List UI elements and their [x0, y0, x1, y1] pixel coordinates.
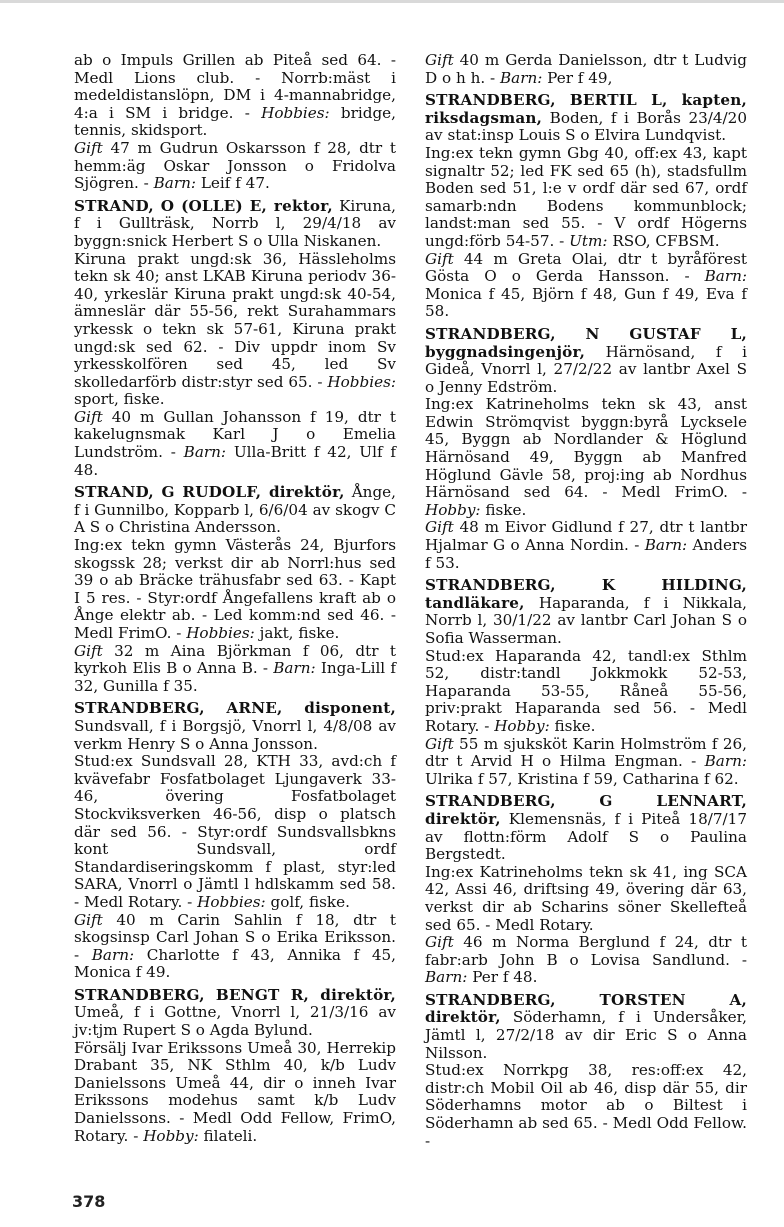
biography-entry-strandberg-bertil	[425, 92, 747, 321]
gift-label: Gift	[425, 51, 454, 69]
gift-label: Gift	[74, 407, 103, 426]
entry-text: 47 m Gudrun Oskarsson f 28, dtr t hemm:äg Oskar Jonsson o Fridolva Sjögren. -	[74, 138, 396, 193]
entry-text: 40 m Gullan Johansson f 19, dtr t kakelugnsmak Karl J o Emelia Lundström. -	[74, 407, 396, 462]
entry-heading: STRANDBERG, ARNE, disponent,	[74, 699, 396, 718]
entry-text: Haparanda, f i Nikkala, Norrb l, 30/1/22 av lantbr Carl Johan S o Sofia Wasserman.	[425, 593, 747, 647]
barn-label: Barn:	[425, 968, 468, 987]
biography-entry-strandberg-gustaf	[425, 326, 747, 572]
entry-heading: STRANDBERG, BERTIL L, kapten, riksdagsman,	[425, 91, 747, 127]
entry-text: Härnösand, f i Gideå, Vnorrl l, 27/2/22 av lantbr Axel S o Jenny Edström.	[425, 342, 747, 396]
entry-text: Umeå, f i Gottne, Vnorrl l, 21/3/16 av jv:tjm Rupert S o Agda Bylund.	[74, 1003, 396, 1040]
biography-entry-strand-olle	[74, 198, 396, 480]
entry-heading: STRANDBERG, BENGT R, direktör,	[74, 985, 396, 1004]
entry-text: Ing:ex tekn gymn Gbg 40, off:ex 43, kapt signaltr 52; led FK sed 65 (h), stadsfullm Boden sed 51, l:e v ordf där sed 67, ordf samarb:ndn Bodens kommunblock; landst:man sed 55. - V ordf Högerns ungd:förb 54-57. -	[425, 143, 747, 250]
entry-text: Boden, f i Borås 23/4/20 av stat:insp Louis S o Elvira Lundqvist.	[425, 108, 747, 145]
gift-label: Gift	[74, 138, 103, 157]
continued-entry	[74, 52, 396, 140]
utm-label: Utm:	[569, 231, 608, 250]
gift-label: Gift	[425, 933, 454, 952]
marriage-line	[74, 140, 396, 193]
entry-text: Kiruna prakt ungd:sk 36, Hässleholms tekn sk 40; anst LKAB Kiruna periodv 36-40, yrkeslär Kiruna prakt ungd:sk 40-54, ämneslär där 55-56, rekt Surahammars yrkessk o tekn sk 57-61, Kiruna prakt ungd:sk sed 62. - Div uppdr inom Sv yrkesskolfören sed 45, led Sv skolledarförb distr:styr sed 65. -	[74, 249, 396, 391]
entry-text: golf, fiske.	[265, 892, 350, 911]
barn-label: Barn:	[644, 536, 688, 555]
entry-text: 40 m Carin Sahlin f 18, dtr t skogsinsp Carl Johan S o Erika Eriksson. -	[74, 910, 396, 964]
entry-text: Söderhamn, f i Undersåker, Jämtl l, 27/2/18 av dir Eric S o Anna Nilsson.	[425, 1008, 747, 1062]
entry-text: Charlotte f 43, Annika f 45, Monica f 49.	[74, 945, 396, 982]
page-number: 378	[72, 1192, 106, 1211]
biography-entry-strand-rudolf	[74, 484, 396, 695]
entry-text: Klemensnäs, f i Piteå 18/7/17 av flottn:förm Adolf S o Paulina Bergstedt.	[425, 809, 747, 864]
entry-text: Ulla-Britt f 42, Ulf f 48.	[74, 443, 396, 479]
hobbies-label: Hobbies:	[186, 624, 255, 642]
right-column	[425, 52, 747, 1150]
entry-text: fiske.	[549, 716, 596, 735]
entry-text: Stud:ex Sundsvall 28, KTH 33, avd:ch f kvävefabr Fosfatbolaget Ljungaverk 33-46, övering Fosfatbolaget Stockviksverken 46-56, disp o platsch där sed 56. - Styr:ordf Sundsvallsbkns kont Sundsvall, ordf Standardiseringskomm f plast, styr:led SARA, Vnorrl o Jämtl l hdlskamm sed 58. - Medl Rotary. -	[74, 752, 396, 911]
biography-entry-strandberg-lennart	[425, 793, 747, 987]
barn-label: Barn:	[153, 174, 196, 193]
entry-text: Leif f 47.	[196, 174, 270, 193]
gift-label: Gift	[74, 641, 103, 660]
entry-text: 44 m Greta Olai, dtr t byråförest Gösta O o Gerda Hansson. -	[425, 249, 747, 286]
barn-label: Barn:	[273, 659, 316, 678]
hobbies-label: Hobbies:	[261, 103, 330, 122]
entry-heading: STRAND, G RUDOLF, direktör,	[74, 483, 345, 502]
gift-label: Gift	[425, 734, 454, 753]
entry-text: 46 m Norma Berglund f 24, dtr t fabr:arb John B o Lovisa Sandlund. -	[425, 933, 747, 969]
entry-text: Sundsvall, f i Borgsjö, Vnorrl l, 4/8/08 av verkm Henry S o Anna Jonsson.	[74, 716, 396, 753]
entry-text: RSO, CFBSM.	[607, 231, 720, 250]
entry-heading: STRAND, O (OLLE) E, rektor,	[74, 196, 333, 215]
barn-label: Barn:	[704, 752, 747, 771]
entry-text: fiske.	[480, 500, 527, 519]
entry-text: Ulrika f 57, Kristina f 59, Catharina f 62.	[425, 769, 739, 788]
entry-text: Per f 49,	[542, 68, 613, 87]
biography-entry-strandberg-hilding	[425, 577, 747, 788]
entry-text: Inga-Lill f 32, Gunilla f 35.	[74, 659, 396, 695]
entry-heading: STRANDBERG, G LENNART, direktör,	[425, 792, 747, 828]
biography-entry-strandberg-torsten	[425, 992, 747, 1150]
entry-heading: STRANDBERG, K HILDING, tandläkare,	[425, 576, 747, 612]
hobbies-label: Hobbies:	[327, 372, 396, 391]
entry-text: Ing:ex Katrineholms tekn sk 41, ing SCA 42, Assi 46, driftsing 49, övering där 63, verkst dir ab Scharins söner Skellefteå sed 65. - Medl Rotary.	[425, 862, 747, 934]
hobby-label: Hobby:	[425, 500, 481, 519]
entry-text: Ing:ex Katrineholms tekn sk 43, anst Edwin Strömqvist byggn:byrå Lycksele 45, Byggn ab Nordlander & Höglund Härnösand 49, Byggn ab Manfred Höglund Gävle 58, proj:ing ab Nordhus Härnösand sed 64. - Medl FrimO. -	[425, 395, 747, 502]
entry-text: Ånge, f i Gunnilbo, Kopparb l, 6/6/04 av skogv C A S o Christina Andersson.	[74, 483, 396, 537]
hobby-label: Hobby:	[143, 1126, 199, 1145]
entry-text: 40 m Gerda Danielsson, dtr t Ludvig D o h h. -	[425, 51, 747, 87]
biography-entry-strandberg-bengt	[74, 987, 396, 1145]
page-top-edge	[0, 0, 784, 3]
entry-text: Anders f 53.	[425, 536, 748, 572]
left-column	[74, 52, 396, 1145]
biography-entry-strandberg-arne	[74, 700, 396, 982]
hobbies-label: Hobbies:	[197, 892, 266, 911]
hobby-label: Hobby:	[494, 716, 550, 735]
entry-text: Stud:ex Norrkpg 38, res:off:ex 42, distr:ch Mobil Oil ab 46, disp där 55, dir Söderhamns motor ab o Biltest i Söderhamn ab sed 65. - Medl Odd Fellow. -	[425, 1061, 747, 1150]
entry-heading: STRANDBERG, TORSTEN A, direktör,	[425, 990, 747, 1027]
barn-label: Barn:	[499, 68, 543, 87]
entry-text: filateli.	[198, 1126, 258, 1145]
gift-label: Gift	[74, 910, 103, 929]
entry-text: bridge, tennis, skidsport.	[74, 103, 396, 140]
entry-text: 55 m sjuksköt Karin Holmström f 26, dtr t Arvid H o Hilma Engman. -	[425, 734, 747, 771]
entry-text: Ing:ex tekn gymn Västerås 24, Bjurfors skogssk 28; verkst dir ab Norrl:hus sed 39 o ab Bräcke trähusfabr sed 63. - Kapt I 5 res. - Styr:ordf Ångefallens kraft ab o Ånge elektr ab. - Led komm:nd sed 46. - Medl FrimO. -	[74, 536, 396, 642]
entry-text: Kiruna, f i Gullträsk, Norrb l, 29/4/18 av byggn:snick Herbert S o Ulla Niskanen.	[74, 196, 396, 250]
entry-text: Stud:ex Haparanda 42, tandl:ex Sthlm 52, distr:tandl Jokkmokk 52-53, Haparanda 53-55, Råneå 55-56, priv:prakt Haparanda sed 56. - Medl Rotary. -	[425, 646, 747, 735]
entry-text: jakt, fiske.	[254, 624, 340, 642]
entry-text: 32 m Aina Björkman f 06, dtr t kyrkoh Elis B o Anna B. -	[74, 641, 396, 678]
entry-text: ab o Impuls Grillen ab Piteå sed 64. - Medl Lions club. - Norrb:mäst i medeldistanslöpn, DM i 4-mannabridge, 4:a i SM i bridge. -	[74, 51, 396, 122]
marriage-line	[425, 52, 747, 87]
barn-label: Barn:	[704, 267, 747, 286]
entry-text: sport, fiske.	[74, 390, 165, 409]
gift-label: Gift	[425, 249, 454, 268]
entry-text: Försälj Ivar Erikssons Umeå 30, Herrekip Drabant 35, NK Sthlm 40, k/b Ludv Danielssons Umeå 44, dir o inneh Ivar Erikssons modehus samt k/b Ludv Danielssons. - Medl Odd Fellow, FrimO, Rotary. -	[74, 1038, 396, 1145]
entry-heading: STRANDBERG, N GUSTAF L, byggnadsingenjör,	[425, 324, 747, 361]
entry-text: 48 m Eivor Gidlund f 27, dtr t lantbr Hjalmar G o Anna Nordin. -	[425, 518, 747, 555]
barn-label: Barn:	[91, 945, 135, 964]
entry-text: Per f 48.	[467, 968, 538, 987]
entry-text: Monica f 45, Björn f 48, Gun f 49, Eva f 58.	[425, 284, 747, 321]
gift-label: Gift	[425, 518, 454, 537]
barn-label: Barn:	[183, 443, 227, 462]
